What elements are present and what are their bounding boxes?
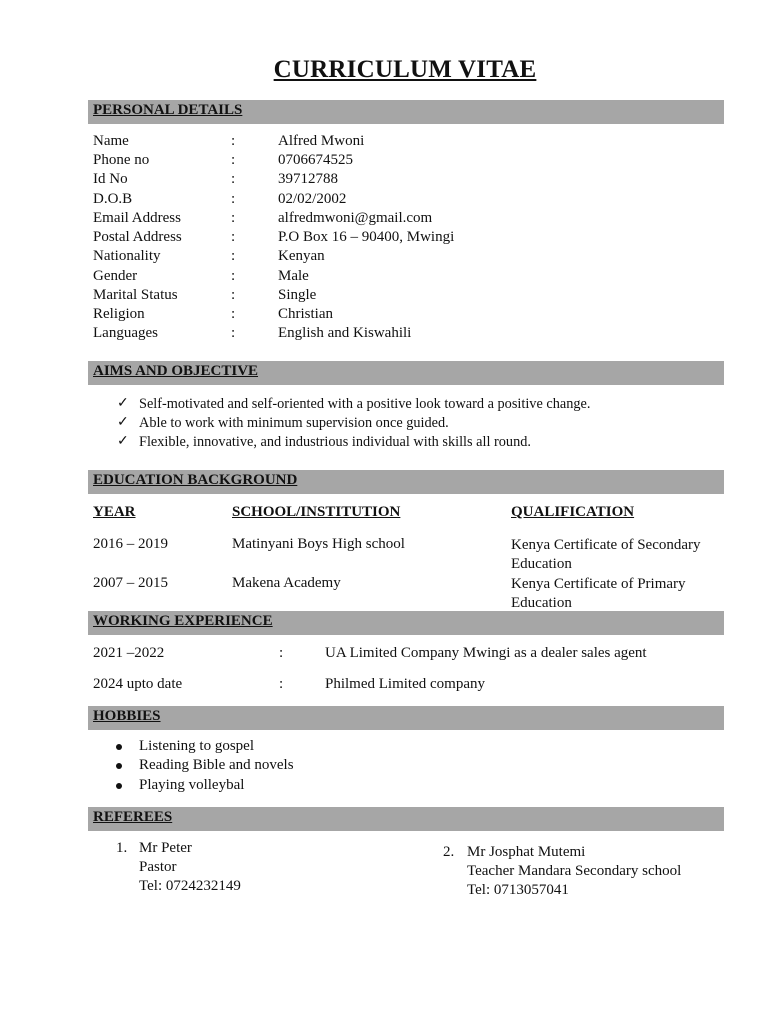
education-year: 2007 – 2015: [93, 575, 168, 591]
referee-name: Mr Josphat Mutemi: [467, 844, 586, 860]
detail-separator: :: [231, 229, 236, 245]
detail-separator: :: [231, 191, 236, 207]
list-item: Self-motivated and self-oriented with a positive look toward a positive change.: [139, 396, 591, 412]
detail-label: Email Address: [93, 210, 181, 226]
detail-value: 02/02/2002: [278, 191, 347, 207]
detail-label: Languages: [93, 325, 158, 341]
list-item: Listening to gospel: [139, 738, 254, 754]
detail-value: P.O Box 16 – 90400, Mwingi: [278, 229, 455, 245]
section-bar-hobbies: [88, 706, 724, 730]
bullet-icon: [116, 763, 122, 769]
detail-label: Marital Status: [93, 287, 178, 303]
document-title: CURRICULUM VITAE: [273, 56, 537, 83]
work-detail: UA Limited Company Mwingi as a dealer sales agent: [325, 645, 647, 661]
detail-value: Male: [278, 268, 309, 284]
detail-value: alfredmwoni@gmail.com: [278, 210, 433, 226]
detail-value: Single: [278, 287, 317, 303]
detail-label: Postal Address: [93, 229, 182, 245]
detail-label: Id No: [93, 171, 128, 187]
detail-separator: :: [231, 210, 236, 226]
column-header-qualification: QUALIFICATION: [511, 504, 635, 520]
detail-value: Alfred Mwoni: [278, 133, 365, 149]
section-bar-aims: [88, 361, 724, 385]
detail-value: English and Kiswahili: [278, 325, 412, 341]
section-title-aims: AIMS AND OBJECTIVE: [93, 363, 259, 379]
detail-label: Name: [93, 133, 129, 149]
section-title-personal-details: PERSONAL DETAILS: [93, 102, 243, 118]
detail-separator: :: [231, 152, 236, 168]
detail-separator: :: [231, 133, 236, 149]
checkmark-icon: ✓: [117, 396, 129, 411]
bullet-icon: [116, 744, 122, 750]
section-title-hobbies: HOBBIES: [93, 708, 161, 724]
work-period: 2021 –2022: [93, 645, 165, 661]
referee-number: 1.: [116, 840, 128, 856]
section-title-referees: REFEREES: [93, 809, 173, 825]
checkmark-icon: ✓: [117, 415, 129, 430]
column-header-year: YEAR: [93, 504, 136, 520]
detail-separator: :: [231, 171, 236, 187]
list-item: Playing volleybal: [139, 777, 245, 793]
education-qualification: Kenya Certificate of Primary Education: [511, 576, 686, 611]
detail-value: Christian: [278, 306, 333, 322]
detail-separator: :: [231, 287, 236, 303]
detail-label: Phone no: [93, 152, 150, 168]
section-bar-education: [88, 470, 724, 494]
bullet-icon: [116, 783, 122, 789]
detail-separator: :: [231, 268, 236, 284]
list-item: Reading Bible and novels: [139, 757, 294, 773]
work-separator: :: [279, 645, 284, 661]
detail-value: Kenyan: [278, 248, 325, 264]
detail-value: 39712788: [278, 171, 338, 187]
detail-separator: :: [231, 306, 236, 322]
education-qualification: Kenya Certificate of Secondary Education: [511, 537, 701, 572]
section-bar-personal-details: [88, 100, 724, 124]
work-detail: Philmed Limited company: [325, 676, 485, 692]
referee-role: Pastor: [139, 859, 177, 875]
detail-label: Gender: [93, 268, 138, 284]
detail-separator: :: [231, 248, 236, 264]
detail-value: 0706674525: [278, 152, 353, 168]
section-bar-referees: [88, 807, 724, 831]
referee-name: Mr Peter: [139, 840, 192, 856]
referee-number: 2.: [443, 844, 455, 860]
checkmark-icon: ✓: [117, 434, 129, 449]
column-header-school: SCHOOL/INSTITUTION: [232, 504, 401, 520]
referee-phone: Tel: 0724232149: [139, 878, 241, 894]
section-bar-work: [88, 611, 724, 635]
detail-label: Nationality: [93, 248, 161, 264]
work-separator: :: [279, 676, 284, 692]
referee-role: Teacher Mandara Secondary school: [467, 863, 682, 879]
section-title-education: EDUCATION BACKGROUND: [93, 472, 298, 488]
education-year: 2016 – 2019: [93, 536, 168, 552]
referee-phone: Tel: 0713057041: [467, 882, 569, 898]
education-school: Matinyani Boys High school: [232, 536, 405, 552]
detail-label: D.O.B: [93, 191, 133, 207]
education-school: Makena Academy: [232, 575, 341, 591]
list-item: Flexible, innovative, and industrious individual with skills all round.: [139, 434, 531, 450]
list-item: Able to work with minimum supervision once guided.: [139, 415, 449, 431]
detail-label: Religion: [93, 306, 145, 322]
detail-separator: :: [231, 325, 236, 341]
section-title-work: WORKING EXPERIENCE: [93, 613, 273, 629]
work-period: 2024 upto date: [93, 676, 183, 692]
